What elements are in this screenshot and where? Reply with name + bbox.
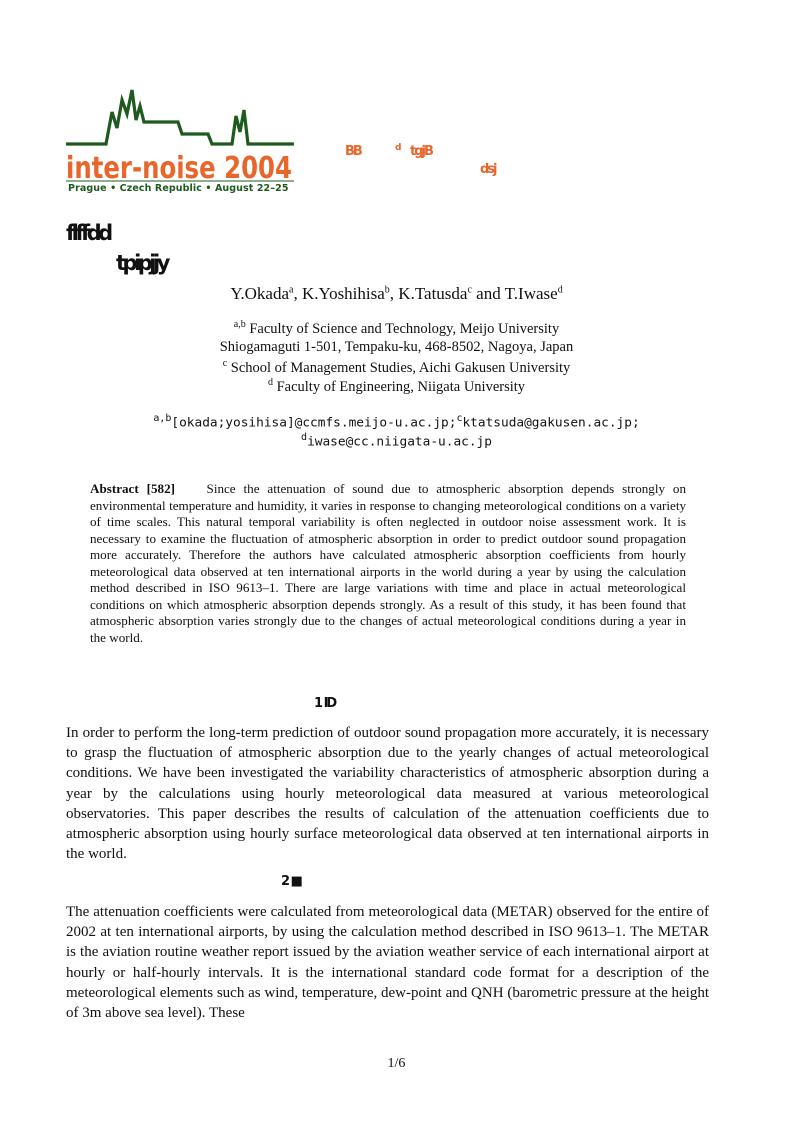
abstract-label: Abstract [582] bbox=[90, 481, 175, 496]
author-and: and bbox=[476, 284, 501, 303]
affiliation-3: $^d$ Faculty of Engineering, Niigata University bbox=[267, 377, 526, 395]
affiliation-2: $^c$ School of Management Studies, Aichi Gakusen University bbox=[222, 358, 571, 376]
logo-subtitle: Prague • Czech Republic • August 22–25 bbox=[68, 183, 289, 194]
paper-title-line-2: tpipjjy bbox=[116, 251, 167, 275]
logo-wordmark: inter-noise 2004 bbox=[66, 151, 292, 186]
logo-skyline bbox=[66, 90, 294, 144]
header-fragment-sup: d bbox=[395, 143, 402, 153]
section-1-heading: 1 ID bbox=[314, 696, 336, 711]
author-4: T.Iwase bbox=[504, 284, 558, 303]
author-3: K.Tatusda bbox=[398, 284, 468, 303]
author-4-mark: d bbox=[557, 284, 563, 296]
author-list: Y.Okada$^a$, K.Yoshihisa$^b$, K.Tatusda$^c$ and T.Iwase$^d$ bbox=[230, 284, 563, 303]
header-fragment-3: dsj bbox=[480, 162, 496, 177]
author-1: Y.Okada bbox=[230, 284, 290, 303]
header-fragment-1: BB bbox=[345, 144, 361, 159]
author-2-mark: b bbox=[384, 284, 390, 296]
page-number: 1/6 bbox=[387, 1056, 406, 1071]
abstract bbox=[90, 481, 686, 646]
section-2-heading: 2 ■ bbox=[281, 874, 301, 889]
affiliation-address: Shiogamaguti 1-501, Tempaku-ku, 468-8502, Nagoya, Japan bbox=[219, 339, 574, 355]
section-1-body: In order to perform the long-term prediction of outdoor sound propagation more accurately, it is necessary to grasp the fluctuation of atmospheric absorption due to the yearly changes of actual meteorological conditions. We have been investigated the variability characteristics of atmospheric absorption during a year by the calculations using hourly meteorological data measured at various meteorological observatories. This paper describes the results of calculation of the attenuation coefficients due to atmospheric absorption using hourly surface meteorological data observed at ten international airports in the world. bbox=[66, 725, 709, 863]
author-2: K.Yoshihisa bbox=[301, 284, 385, 303]
abstract-text: Since the attenuation of sound due to atmospheric absorption depends strongly on environmental temperature and humidity, it varies in response to changing meteorological conditions on a variety of time scales. This natural temporal variability is often neglected in outdoor noise assessment work. It is necessary to examine the fluctuation of atmospheric absorption in order to predict outdoor sound propagation more accurately. Therefore the authors have calculated atmospheric absorption coefficients from hourly meteorological data observed at ten international airports in the world during a year by using the calculation method described in ISO 9613–1. There are large variations with time and place in actual meteorological conditions on which atmospheric absorption depends strongly. As a result of this study, it has been found that atmospheric absorption varies strongly due to the changes of actual meteorological conditions during a year in the world. bbox=[90, 481, 687, 645]
affiliation-1: $^{a,b}$ Faculty of Science and Technology, Meijo University bbox=[233, 319, 560, 337]
section-2-body: The attenuation coefficients were calculated from meteorological data (METAR) observed for the entire of 2002 at ten international airports, by using the calculation method described in ISO 9613–1. The METAR is the aviation routine weather report issued by the aviation weather service of each international airport at hourly or half-hourly intervals. It is the international standard code format for a description of the meteorological elements such as wind, temperature, dew-point and QNH (barometric pressure at the height of 3m above sea level). These bbox=[66, 904, 709, 1022]
paper-title-line-1: flffdd bbox=[66, 221, 110, 245]
email-line-1: $^{a,b}$[okada;yosihisa]@ccmfs.meijo-u.ac.jp;$^c$ktatsuda@gakusen.ac.jp; bbox=[153, 413, 640, 431]
author-1-mark: a bbox=[289, 284, 294, 296]
email-line-2: $^d$iwase@cc.niigata-u.ac.jp bbox=[301, 432, 492, 450]
author-3-mark: c bbox=[467, 284, 472, 296]
header-fragment-2: tgjB bbox=[410, 144, 432, 159]
